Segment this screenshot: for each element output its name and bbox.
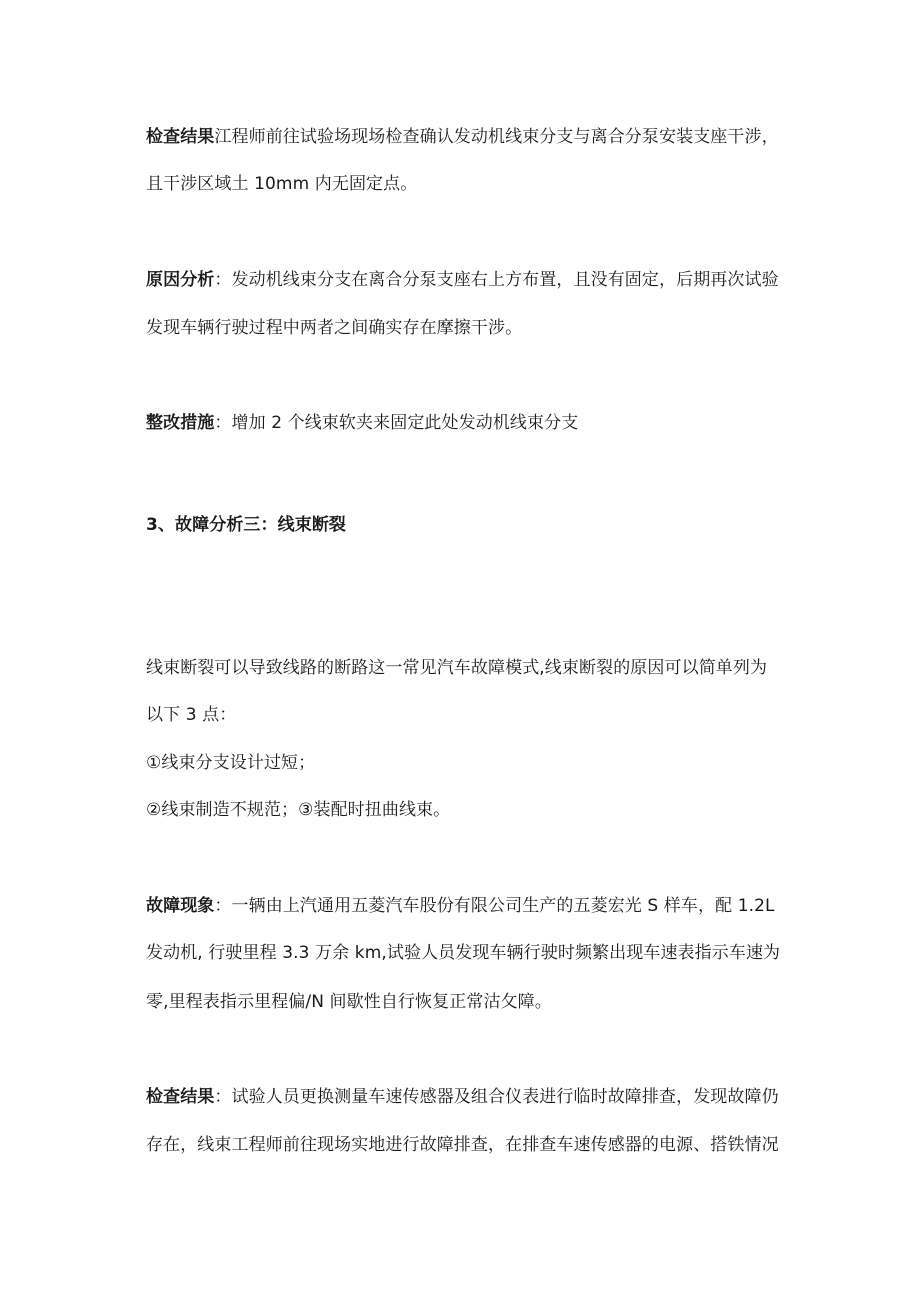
inspection-result2-text: ：试验人员更换测量车速传感器及组合仪表进行临时故障排查，发现故障仍 (214, 1087, 779, 1107)
inspection-result-paragraph-line (146, 125, 779, 149)
inspection-result2-paragraph-line (146, 1085, 779, 1109)
cause-analysis-paragraph-line (146, 268, 779, 292)
fault-phenomenon-label: 故障现象 (146, 896, 215, 916)
harness-break-intro-line2: 以下 3 点： (146, 705, 237, 725)
harness-break-reason-1: ①线束分支设计过短； (146, 753, 316, 773)
corrective-measures-text: ：增加 2 个线束软夹来固定此处发动机线束分支 (214, 413, 579, 433)
inspection-result-text: 江程师前往试验场现场检查确认发动机线束分支与离合分泵安装支座干涉， (214, 127, 779, 147)
corrective-measures-paragraph-line (146, 411, 578, 435)
cause-analysis-label: 原因分析 (146, 270, 215, 290)
inspection-result2-label: 检查结果 (146, 1087, 215, 1107)
inspection-result-label: 检查结果 (146, 127, 215, 147)
fault-phenomenon-text: ：一辆由上汽通用五菱汽车股份有限公司生产的五菱宏光 S 样车，配 1.2L (214, 896, 775, 916)
section-heading: 3、故障分析三：线束断裂 (146, 515, 347, 535)
harness-break-reason-2-3: ②线束制造不规范；③装配时扭曲线束。 (146, 800, 451, 820)
fault-phenomenon-text-line2: 发动机, 行驶里程 3.3 万余 km,试验人员发现车辆行驶时频繁出现车速表指示车速为 (146, 943, 781, 963)
harness-break-intro-line1: 线束断裂可以导致线路的断路这一常见汽车故障模式,线束断裂的原因可以简单列为 (146, 658, 768, 678)
cause-analysis-text-line2: 发现车辆行驶过程中两者之间确实存在摩擦干涉。 (146, 318, 523, 338)
inspection-result-text-line2: 且干涉区域土 10mm 内无固定点。 (146, 174, 418, 194)
fault-phenomenon-text-line3: 零,里程表指示里程偏/N 间歇性自行恢复正常沽攵障。 (146, 992, 552, 1012)
fault-phenomenon-paragraph-line (146, 894, 775, 918)
cause-analysis-text: ：发动机线束分支在离合分泵支座右上方布置，且没有固定，后期再次试验 (214, 270, 779, 290)
corrective-measures-label: 整改措施 (146, 413, 215, 433)
inspection-result2-text-line2: 存在，线束工程师前往现场实地进行故障排查，在排查车速传感器的电源、搭铁情况 (146, 1135, 779, 1155)
